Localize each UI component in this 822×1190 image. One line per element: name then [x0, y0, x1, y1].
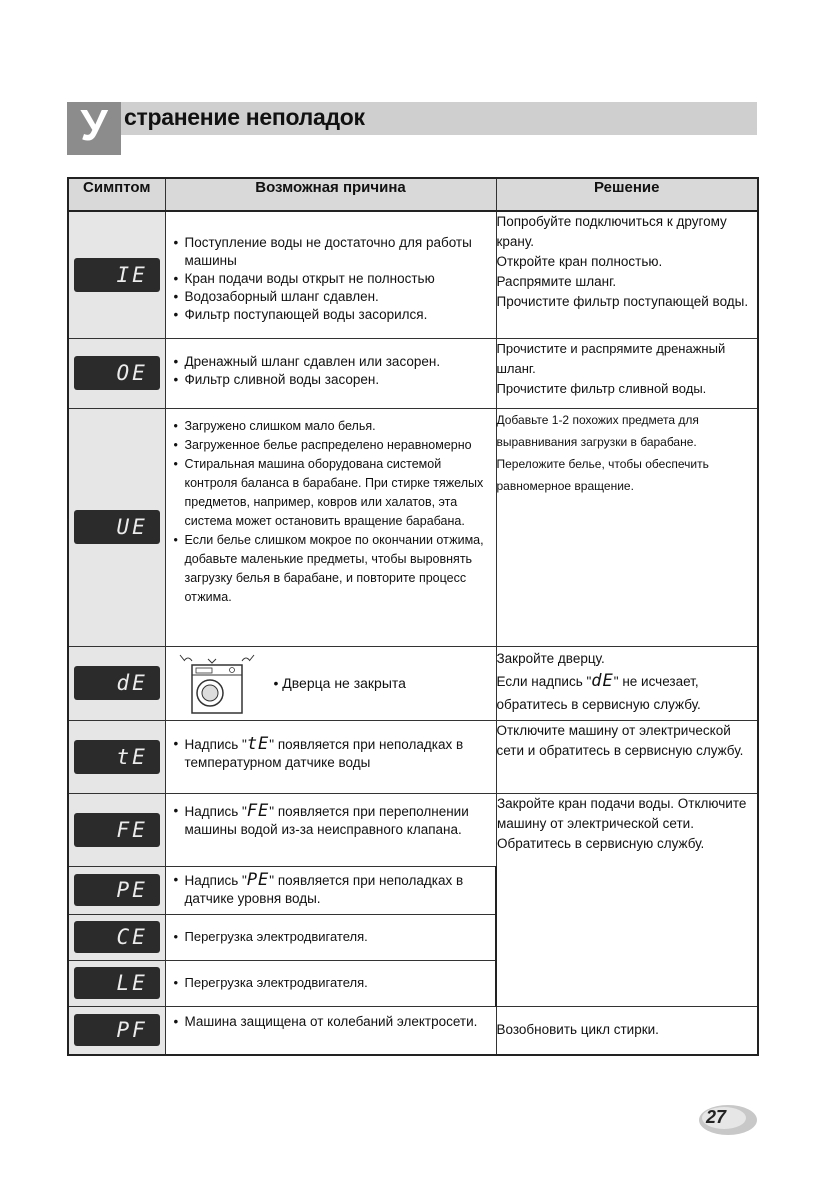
error-code-display: FE — [74, 813, 160, 847]
page-number-badge — [698, 1103, 758, 1137]
error-code-display: CE — [74, 921, 160, 953]
washing-machine-door-icon — [174, 651, 260, 715]
solution-line: Прочистите фильтр поступающей воды. — [496, 294, 749, 309]
solution-line: Добавьте 1-2 похожих предмета для выравнивания загрузки в барабане. — [496, 412, 699, 449]
page-title: странение неполадок — [124, 104, 365, 130]
cause-cell — [165, 408, 496, 646]
symptom-cell — [68, 720, 165, 793]
solution-cell — [496, 408, 758, 646]
page-number: 27 — [706, 1107, 727, 1127]
cause-item: • Поступление воды не достаточно для работы машины — [174, 234, 490, 270]
cause-item: • Если белье слишком мокрое по окончании отжима, добавьте маленькие предметы, чтобы выровнять загрузку белья в барабане, и повторите процесс отжима. — [174, 531, 490, 607]
inline-error-code: FE — [246, 800, 270, 821]
error-code-display: LE — [74, 967, 160, 999]
cause-cell — [165, 1006, 496, 1055]
solution-line: Переложите белье, чтобы обеспечить равномерное вращение. — [496, 456, 709, 493]
header-solution: Решение — [496, 178, 758, 211]
error-code-display: PE — [74, 874, 160, 906]
table-row — [68, 408, 758, 646]
solution-line: Прочистите фильтр сливной воды. — [496, 380, 707, 396]
symptom-cell — [68, 408, 165, 646]
symptom-cell — [68, 1006, 165, 1055]
cause-item: • Надпись "tE" появляется при неполадках в температурном датчике воды — [174, 735, 490, 772]
cause-item: • Надпись "FE" появляется при переполнении машины водой из-за неисправного клапана. — [174, 802, 490, 839]
solution-line: Если надпись "dE" не исчезает, обратитесь в сервисную службу. — [496, 670, 701, 712]
cause-item: • Надпись "PE" появляется при неполадках в датчике уровня воды. — [174, 871, 490, 908]
solution-line: Попробуйте подключиться к другому крану. — [496, 214, 727, 249]
cause-item: • Машина защищена от колебаний электросети. — [174, 1013, 490, 1031]
table-row — [68, 1006, 758, 1055]
cause-item: • Фильтр сливной воды засорен. — [174, 371, 490, 389]
solution-line: Прочистите и распрямите дренажный шланг. — [496, 340, 726, 376]
cause-cell — [165, 211, 496, 338]
solution-line: Закройте дверцу. — [496, 650, 605, 666]
cause-item: • Водозаборный шланг сдавлен. — [174, 288, 490, 306]
cause-item: • Фильтр поступающей воды засорился. — [174, 306, 490, 324]
error-code-display: tE — [74, 740, 160, 774]
header-cause: Возможная причина — [165, 178, 496, 211]
solution-cell — [496, 646, 758, 720]
inline-error-code: tE — [246, 733, 270, 754]
cause-item: • Кран подачи воды открыт не полностью — [174, 270, 490, 288]
solution-line: Отключите машину от электрической сети и обратитесь в сервисную службу. — [496, 722, 744, 758]
symptom-cell — [68, 793, 165, 866]
cause-item: • Дверца не закрыта — [273, 674, 406, 691]
solution-cell-shared — [496, 793, 758, 1006]
solution-cell — [496, 1006, 758, 1055]
solution-cell — [496, 720, 758, 793]
table-header-row — [68, 178, 758, 211]
error-code-display: PF — [74, 1014, 160, 1046]
cause-cell — [165, 960, 496, 1006]
cause-item: • Загруженное белье распределено неравномерно — [174, 436, 490, 455]
cause-cell — [165, 866, 496, 914]
title-initial: У — [80, 100, 108, 150]
symptom-cell — [68, 960, 165, 1006]
error-code-display: dE — [74, 666, 160, 700]
error-code-display: UE — [74, 510, 160, 544]
cause-item: • Дренажный шланг сдавлен или засорен. — [174, 353, 490, 371]
error-code-display: OE — [74, 356, 160, 390]
table-row — [68, 646, 758, 720]
cause-cell — [165, 338, 496, 408]
cause-cell — [165, 720, 496, 793]
error-code-display: IE — [74, 258, 160, 292]
symptom-cell — [68, 646, 165, 720]
solution-cell — [496, 338, 758, 408]
cause-item: • Перегрузка электродвигателя. — [174, 928, 490, 946]
table-row — [68, 211, 758, 338]
cause-cell — [165, 914, 496, 960]
cause-cell — [165, 793, 496, 866]
cause-item: • Перегрузка электродвигателя. — [174, 974, 490, 992]
table-row — [68, 338, 758, 408]
solution-cell — [496, 211, 758, 338]
solution-line: Закройте кран подачи воды. Отключите машину от электрической сети. Обратитесь в сервисную службу. — [497, 795, 747, 851]
solution-line: Откройте кран полностью. — [496, 254, 663, 269]
table-row — [68, 720, 758, 793]
solution-line: Возобновить цикл стирки. — [496, 1022, 659, 1038]
header-symptom: Симптом — [68, 178, 165, 211]
cause-item: • Стиральная машина оборудована системой контроля баланса в барабане. При стирке тяжелых предметов, например, ковров или халатов, эта система может остановить вращение барабана. — [174, 455, 490, 531]
troubleshooting-table — [67, 177, 759, 1056]
title-initial-box — [67, 102, 121, 155]
symptom-cell — [68, 211, 165, 338]
inline-error-code: dE — [591, 670, 614, 691]
table-row — [68, 793, 758, 866]
symptom-cell — [68, 914, 165, 960]
inline-error-code: PE — [246, 869, 270, 890]
cause-cell — [165, 646, 496, 720]
cause-item: • Загружено слишком мало белья. — [174, 417, 490, 436]
solution-line: Распрямите шланг. — [496, 274, 617, 289]
symptom-cell — [68, 338, 165, 408]
symptom-cell — [68, 866, 165, 914]
